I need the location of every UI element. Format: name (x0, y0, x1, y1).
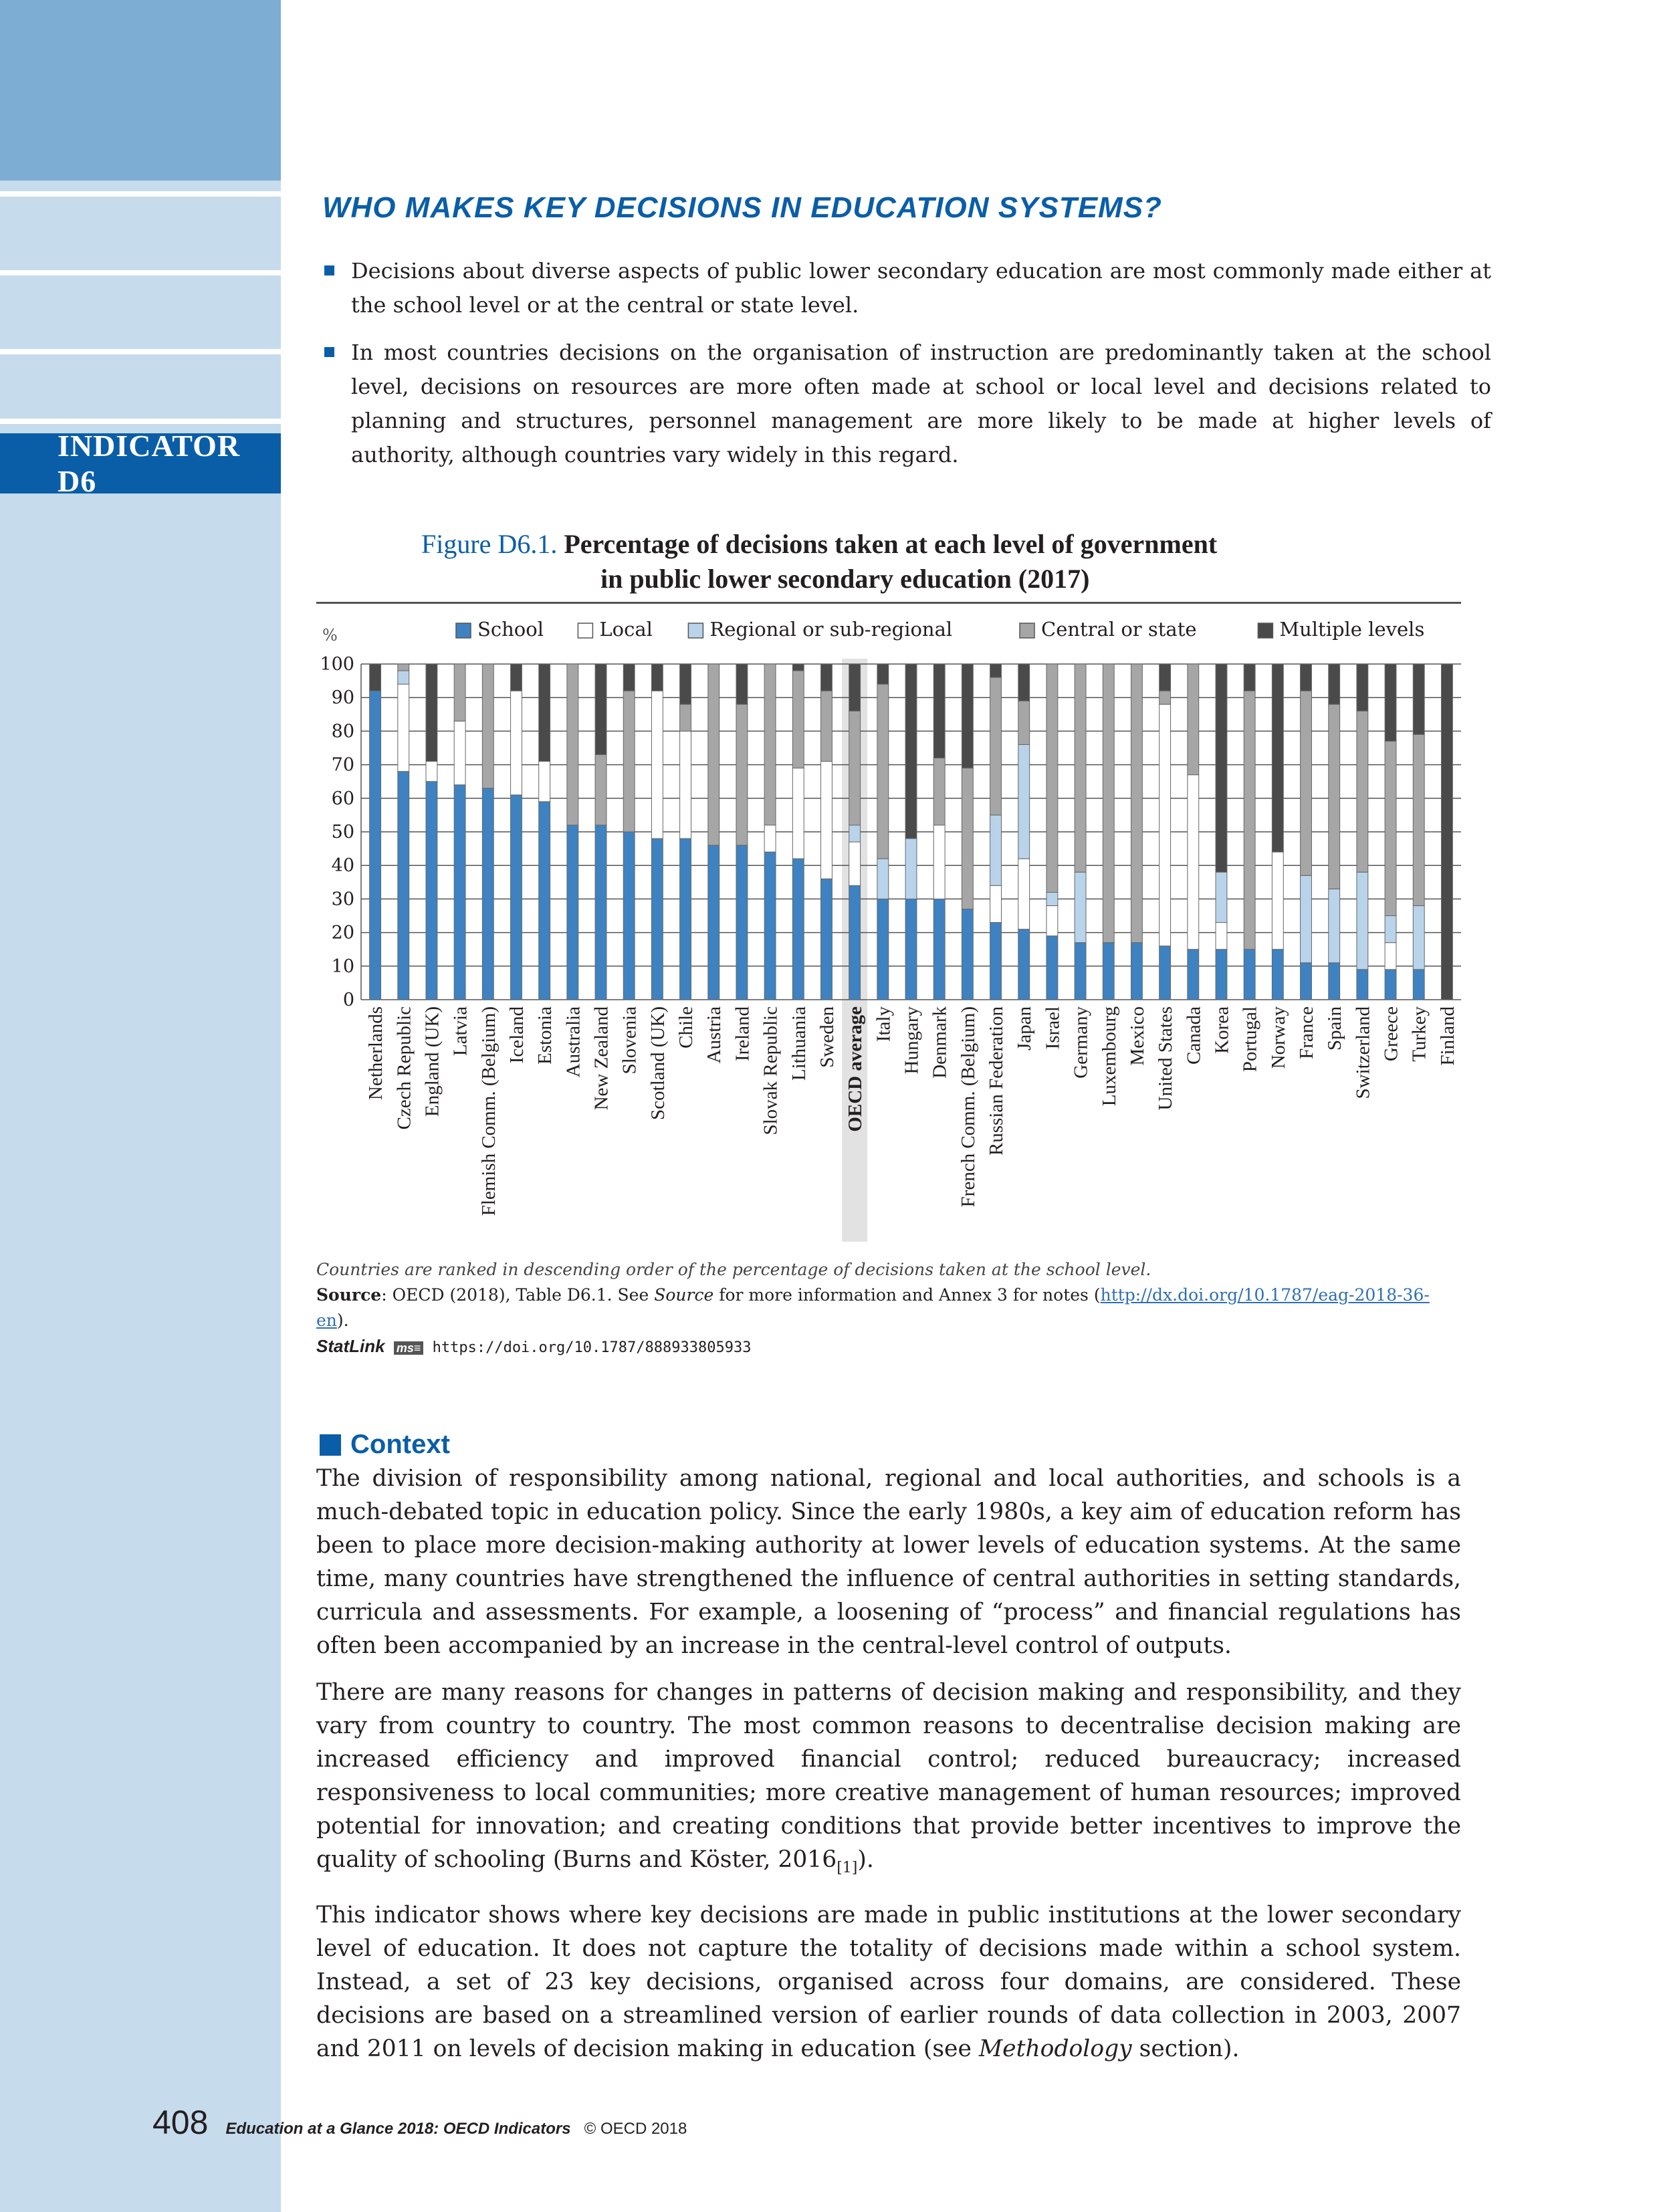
paragraph-text: There are many reasons for changes in patterns of decision making and responsibility, and they vary from country to country. The most common reasons to decentralise decision making are increased efficiency and improved financial control; reduced bureaucracy; increased responsiveness to local communities; more creative management of human resources; improved potential for innovation; and creating conditions that provide better incentives to improve the quality of schooling (Burns and Köster, 2016 (316, 1679, 1461, 1873)
figure-title (421, 528, 1218, 594)
bar-segment (1046, 664, 1058, 892)
bar-segment (736, 664, 748, 704)
bar-segment (651, 664, 663, 691)
x-tick-label: Canada (1183, 1006, 1205, 1065)
x-tick-label: Estonia (534, 1006, 556, 1065)
bar-segment (1046, 892, 1058, 905)
bar-segment (1075, 872, 1086, 942)
bar-segment (1216, 923, 1227, 950)
bar-segment (821, 762, 833, 879)
x-tick-label: Japan (1014, 1006, 1036, 1051)
bar-segment (454, 785, 465, 1000)
x-tick-label: England (UK) (421, 1006, 443, 1117)
bar-segment (623, 664, 635, 691)
paragraph (316, 1676, 1461, 1885)
context-heading-text: Context (350, 1430, 450, 1459)
x-tick-label: Norway (1267, 1006, 1289, 1069)
bar-segment (1018, 929, 1030, 1000)
source-note (316, 1283, 1461, 1333)
bar-segment (933, 825, 945, 899)
bar-segment (1357, 711, 1368, 872)
bar-segment (1272, 950, 1283, 1000)
bar-segment (1329, 889, 1340, 962)
bar-segment (398, 664, 409, 671)
bar-segment (1385, 741, 1396, 915)
bar-segment (1216, 872, 1227, 922)
bar-segment (764, 664, 776, 825)
bar-segment (1329, 963, 1340, 1000)
source-link[interactable]: http://dx.doi.org/10.1787/eag-2018-36-en (316, 1285, 1430, 1330)
bar-segment (567, 664, 578, 825)
bar-segment (849, 825, 861, 842)
bar-segment (792, 859, 804, 1000)
bar-segment (1301, 963, 1312, 1000)
indicator-tab: INDICATOR D6 (0, 433, 281, 493)
source-text: for more information and Annex 3 for notes ( (713, 1285, 1101, 1305)
summary-bullets (324, 254, 1491, 485)
bar-segment (905, 839, 917, 899)
x-tick-label: Iceland (506, 1006, 528, 1064)
context-heading (320, 1430, 450, 1460)
bar-segment (1385, 943, 1396, 970)
x-tick-label: Denmark (929, 1006, 951, 1079)
bar-segment (962, 909, 973, 1000)
publication-title: Education at a Glance 2018: OECD Indicators (225, 2120, 571, 2138)
bar-segment (708, 845, 720, 1000)
bar-segment (792, 671, 804, 768)
bar-segment (1018, 744, 1030, 859)
bar-segment (1357, 872, 1368, 970)
context-square-icon (320, 1434, 341, 1456)
x-tick-label: Russian Federation (986, 1006, 1008, 1156)
bar-segment (539, 802, 550, 1000)
citation-ref: [1] (837, 1859, 858, 1876)
bar-segment (595, 825, 606, 1000)
bar-segment (1159, 664, 1171, 691)
bar-segment (1413, 970, 1424, 1000)
bar-segment (370, 664, 381, 691)
sidebar-divider (0, 270, 281, 275)
bar-segment (1244, 950, 1255, 1000)
bar-segment (680, 704, 691, 731)
bar-segment (680, 731, 691, 839)
bar-segment (1188, 775, 1199, 950)
legend-swatch (456, 623, 471, 638)
copyright: © OECD 2018 (584, 2120, 687, 2138)
bar-segment (1413, 734, 1424, 905)
bar-segment (454, 664, 465, 721)
bar-segment (680, 664, 691, 704)
legend-swatch (1258, 623, 1273, 638)
sidebar-top-block (0, 0, 281, 181)
y-tick-label: 10 (331, 956, 354, 977)
page-number: 408 (152, 2104, 209, 2141)
bar-segment (1131, 664, 1143, 943)
y-tick-label: 80 (331, 721, 354, 742)
legend-label: School (477, 618, 544, 641)
paragraph (316, 1898, 1461, 2066)
bar-segment (1159, 691, 1171, 704)
figure-rule (316, 602, 1461, 604)
bar-segment (623, 691, 635, 832)
bar-segment (680, 839, 691, 1000)
bar-segment (792, 664, 804, 671)
bar-segment (511, 691, 522, 795)
bar-segment (511, 795, 522, 1000)
bar-segment (1385, 916, 1396, 943)
x-tick-label: OECD average (845, 1006, 867, 1132)
x-tick-label: Luxembourg (1098, 1006, 1120, 1107)
bar-segment (933, 899, 945, 1000)
x-tick-label: Flemish Comm. (Belgium) (477, 1006, 500, 1216)
x-tick-label: Korea (1211, 1006, 1233, 1054)
bar-segment (426, 664, 437, 762)
paragraph-text: ). (857, 1846, 874, 1873)
legend-swatch (578, 623, 592, 638)
bar-segment (877, 664, 889, 684)
bar-segment (454, 721, 465, 784)
x-tick-label: Ireland (732, 1006, 754, 1062)
bar-segment (1244, 664, 1255, 691)
bar-segment (877, 859, 889, 899)
y-axis-label: % (322, 626, 338, 645)
figure-title-line1: Percentage of decisions taken at each level of government (564, 529, 1218, 559)
bullet-item: Decisions about diverse aspects of public lower secondary education are most commonly made either at the school level or at the central or state level. (324, 254, 1491, 322)
legend-label: Central or state (1041, 618, 1197, 641)
y-tick-label: 0 (342, 990, 354, 1010)
bar-segment (736, 845, 748, 1000)
bar-segment (736, 704, 748, 845)
bar-segment (398, 671, 409, 684)
bar-segment (1046, 905, 1058, 935)
x-tick-label: Austria (703, 1006, 726, 1064)
stacked-bar-chart (308, 609, 1471, 1250)
bar-segment (990, 923, 1002, 1000)
x-tick-label: Australia (562, 1006, 584, 1078)
x-tick-label: Slovenia (619, 1006, 641, 1075)
bar-segment (1131, 943, 1143, 1000)
x-tick-label: Hungary (901, 1006, 923, 1075)
bar-segment (1244, 691, 1255, 950)
bar-segment (398, 772, 409, 1000)
source-italic: Source (654, 1285, 714, 1305)
y-tick-label: 70 (331, 754, 354, 776)
context-body (316, 1462, 1461, 2079)
bar-segment (482, 664, 493, 788)
bar-segment (1441, 664, 1452, 1000)
source-label: Source (316, 1285, 382, 1305)
bar-segment (1357, 664, 1368, 711)
sidebar-divider (0, 419, 281, 424)
bar-segment (905, 899, 917, 1000)
bar-segment (764, 852, 776, 1000)
legend-label: Multiple levels (1279, 618, 1425, 641)
bar-segment (962, 768, 973, 909)
x-tick-label: Finland (1436, 1006, 1458, 1066)
x-tick-label: New Zealand (590, 1006, 613, 1111)
bar-segment (482, 788, 493, 1000)
x-tick-label: United States (1155, 1006, 1177, 1111)
bar-segment (1075, 943, 1086, 1000)
bar-segment (426, 782, 437, 1000)
bar-segment (1413, 905, 1424, 969)
bar-segment (821, 879, 833, 1000)
bar-segment (1103, 664, 1114, 943)
bar-segment (567, 825, 578, 1000)
legend-label: Regional or sub-regional (709, 618, 953, 641)
x-tick-label: Scotland (UK) (647, 1006, 669, 1120)
y-tick-label: 20 (331, 922, 354, 944)
bar-segment (511, 664, 522, 691)
bar-segment (1329, 664, 1340, 704)
bar-segment (1075, 664, 1086, 872)
bar-segment (990, 664, 1002, 677)
x-tick-label: Latvia (449, 1006, 471, 1057)
x-tick-label: French Comm. (Belgium) (957, 1006, 979, 1208)
bar-segment (1301, 664, 1312, 691)
x-tick-label: Italy (873, 1006, 895, 1042)
x-tick-label: Turkey (1408, 1006, 1430, 1062)
x-tick-label: Slovak Republic (760, 1006, 782, 1135)
y-tick-label: 50 (331, 822, 354, 843)
page-title: WHO MAKES KEY DECISIONS IN EDUCATION SYSTEMS? (322, 191, 1162, 224)
bar-segment (821, 664, 833, 691)
bar-segment (1046, 936, 1058, 1000)
source-text: ). (336, 1311, 349, 1330)
bar-segment (1301, 875, 1312, 963)
bar-segment (1159, 946, 1171, 1000)
legend-swatch (688, 623, 703, 638)
bar-segment (708, 664, 720, 845)
y-tick-label: 30 (331, 889, 354, 910)
bar-segment (990, 677, 1002, 815)
legend-swatch (1020, 623, 1034, 638)
x-tick-label: Portugal (1239, 1006, 1261, 1073)
bar-segment (1357, 970, 1368, 1000)
bar-segment (1329, 704, 1340, 889)
bar-segment (1272, 852, 1283, 950)
ranking-note: Countries are ranked in descending order of the percentage of decisions taken at the school level. (316, 1260, 1151, 1279)
bullet-item: In most countries decisions on the organisation of instruction are predominantly taken at the school level, decisions on resources are more often made at school or local level and decisions related to planning and structures, personnel management are more likely to be made at higher levels of authority, although countries vary widely in this regard. (324, 336, 1491, 472)
x-tick-label: Lithuania (788, 1006, 810, 1081)
figure-label: Figure D6.1. (421, 529, 558, 559)
bar-segment (1103, 943, 1114, 1000)
bar-segment (651, 691, 663, 839)
bar-segment (1159, 704, 1171, 946)
bar-segment (1018, 701, 1030, 744)
bar-segment (623, 832, 635, 1000)
bar-segment (651, 839, 663, 1000)
page-footer (152, 2103, 687, 2142)
bar-segment (1216, 950, 1227, 1000)
bar-segment (426, 762, 437, 782)
paragraph: The division of responsibility among national, regional and local authorities, and schools is a much-debated topic in education policy. Since the early 1980s, a key aim of education reform has been to place more decision-making authority at lower levels of education systems. At the same time, many countries have strengthened the influence of central authorities in setting standards, curricula and assessments. For example, a loosening of “process” and financial regulations has often been accompanied by an increase in the central-level control of outputs. (316, 1465, 1461, 1659)
bar-segment (792, 768, 804, 859)
bar-segment (1216, 664, 1227, 872)
bar-segment (877, 684, 889, 859)
bar-segment (905, 664, 917, 839)
y-tick-label: 40 (331, 855, 354, 877)
bar-segment (849, 664, 861, 711)
y-tick-label: 100 (320, 654, 354, 675)
x-tick-label: Mexico (1126, 1006, 1148, 1066)
statlink (316, 1333, 1461, 1361)
x-tick-label: Greece (1380, 1006, 1402, 1062)
figure-title-line2: in public lower secondary education (2017) (600, 564, 1090, 594)
bar-segment (962, 664, 973, 768)
bar-segment (539, 762, 550, 802)
x-tick-label: Czech Republic (393, 1006, 415, 1130)
y-tick-label: 90 (331, 687, 354, 709)
bar-segment (595, 755, 606, 825)
bar-segment (1018, 859, 1030, 929)
x-tick-label: Germany (1070, 1006, 1092, 1079)
source-text: : OECD (2018), Table D6.1. See (381, 1285, 655, 1305)
bar-segment (849, 885, 861, 1000)
x-tick-label: Netherlands (365, 1006, 387, 1101)
bar-segment (849, 842, 861, 885)
x-tick-label: Sweden (816, 1006, 838, 1068)
statlink-label: StatLink (316, 1336, 385, 1356)
bar-segment (1188, 664, 1199, 775)
bar-segment (1018, 664, 1030, 701)
bar-segment (1385, 664, 1396, 741)
bar-segment (877, 899, 889, 1000)
bar-segment (990, 885, 1002, 922)
figure-notes (316, 1257, 1461, 1361)
bar-segment (539, 664, 550, 762)
bar-segment (370, 691, 381, 1000)
paragraph-text: This indicator shows where key decisions are made in public institutions at the lower secondary level of education. It does not capture the totality of decisions made within a school system. Instead, a set of 23 key decisions, organised across four domains, are considered. These decisions are based on a streamlined version of earlier rounds of data collection in 2003, 2007 and 2011 on levels of decision making in education (see (316, 1901, 1461, 2062)
paragraph-text: section). (1131, 2035, 1240, 2062)
bar-segment (764, 825, 776, 852)
bar-segment (821, 691, 833, 761)
y-tick-label: 60 (331, 788, 354, 809)
x-tick-label: Switzerland (1352, 1006, 1374, 1099)
bar-segment (990, 815, 1002, 885)
statlink-url[interactable]: https://doi.org/10.1787/888933805933 (432, 1339, 752, 1356)
x-tick-label: France (1296, 1006, 1318, 1059)
x-tick-label: Spain (1324, 1006, 1346, 1051)
bar-segment (1272, 664, 1283, 852)
bar-segment (849, 711, 861, 825)
x-tick-label: Israel (1042, 1006, 1064, 1050)
sidebar-divider (0, 191, 281, 197)
legend-label: Local (599, 618, 653, 641)
bar-segment (1413, 664, 1424, 734)
x-tick-label: Chile (675, 1006, 697, 1048)
bar-segment (398, 684, 409, 772)
bar-segment (595, 664, 606, 755)
bar-segment (1188, 950, 1199, 1000)
paragraph-italic: Methodology (978, 2035, 1132, 2062)
bar-segment (933, 758, 945, 825)
sidebar-band (0, 0, 281, 2212)
statlink-logo: ms≡ (394, 1341, 424, 1355)
bar-segment (1385, 970, 1396, 1000)
bar-segment (1301, 691, 1312, 875)
sidebar-divider (0, 349, 281, 354)
bar-segment (933, 664, 945, 758)
